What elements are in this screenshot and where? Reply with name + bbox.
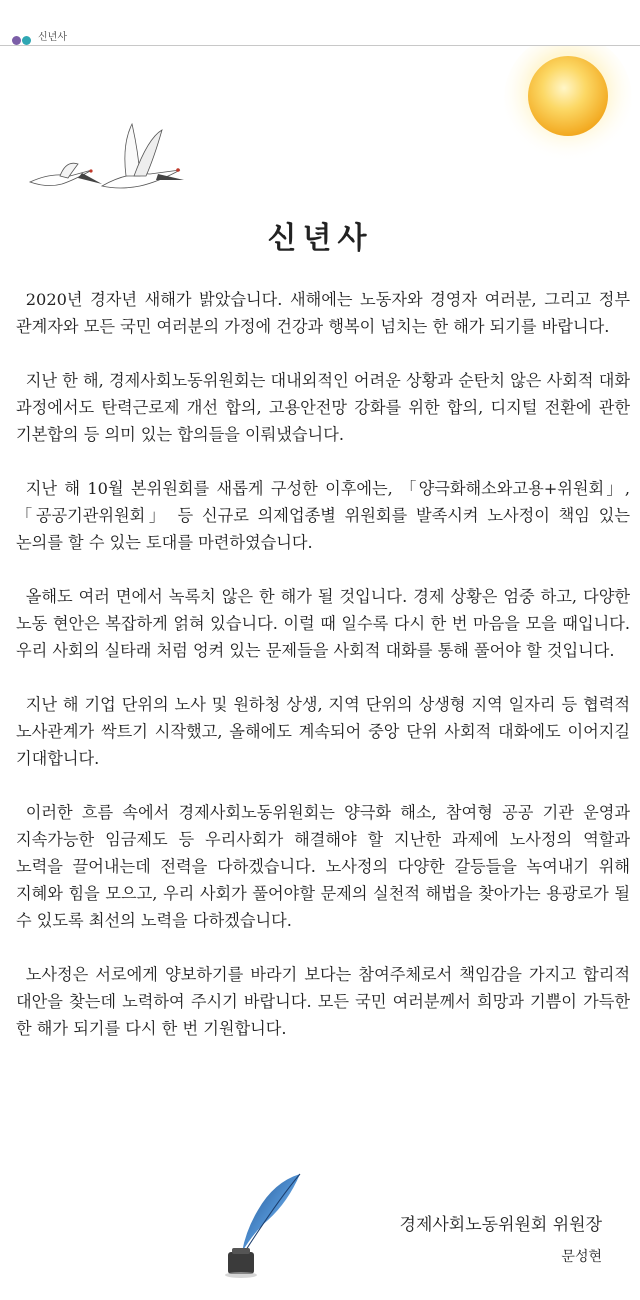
paragraph: 올해도 여러 면에서 녹록치 않은 한 해가 될 것입니다. 경제 상황은 엄중 하고, 다양한 노동 현안은 복잡하게 얽혀 있습니다. 이럴 때 일수록 다시 한 번 마음을 모을 때입니다. 우리 사회의 실타래 처럼 엉켜 있는 문제들을 사회적 대화를 통해 풀어야 할 것입니다. [16,587,630,660]
paragraph: 노사정은 서로에게 양보하기를 바라기 보다는 참여주체로서 책임감을 가지고 합리적 대안을 찾는데 노력하여 주시기 바랍니다. 모든 국민 여러분께서 희망과 기쁨이 가득한 한 해가 되기를 다시 한 번 기원합니다. [16,965,630,1038]
purple-dot-icon [12,36,21,45]
crane-left [30,163,102,185]
flying-cranes-icon [22,120,192,200]
paragraph: 지난 한 해, 경제사회노동위원회는 대내외적인 어려운 상황과 순탄치 않은 사회적 대화 과정에서도 탄력근로제 개선 합의, 고용안전망 강화를 위한 합의, 디지털 전환에 관한 기본합의 등 의미 있는 합의들을 이뤄냈습니다. [16,371,630,444]
signature-name: 문성현 [561,1249,602,1265]
signature-org-title: 경제사회노동위원회 위원장 [399,1215,602,1235]
paragraph: 2020년 경자년 새해가 밝았습니다. 새해에는 노동자와 경영자 여러분, 그리고 정부 관계자와 모든 국민 여러분의 가정에 건강과 행복이 넘치는 한 해가 되기를 바랍니다. [16,290,630,336]
crane-right [102,124,184,188]
section-dots-icon [12,30,32,49]
sun-icon [502,46,632,166]
section-label: 신년사 [38,32,67,43]
paragraph: 이러한 흐름 속에서 경제사회노동위원회는 양극화 해소, 참여형 공공 기관 운영과 지속가능한 임금제도 등 우리사회가 해결해야 할 지난한 과제에 노사정의 역할과 노력을 끌어내는데 전력을 다하겠습니다. 노사정의 다양한 갈등들을 녹여내기 위해 지혜와 힘을 모으고, 우리 사회가 풀어야할 문제의 실천적 해법을 찾아가는 용광로가 될 수 있도록 최선의 노력을 다하겠습니다. [16,803,630,930]
page-title: 신년사 [267,221,373,256]
quill-pen-icon [218,1170,308,1280]
paragraph: 지난 해 기업 단위의 노사 및 원하청 상생, 지역 단위의 상생형 지역 일자리 등 협력적 노사관계가 싹트기 시작했고, 올해에도 계속되어 중앙 단위 사회적 대화에도 이어지길 기대합니다. [16,695,630,768]
teal-dot-icon [22,36,31,45]
top-bar [0,0,640,46]
paragraph: 지난 해 10월 본위원회를 새롭게 구성한 이후에는, 「양극화해소와고용+위원회」,「공공기관위원회」 등 신규로 의제업종별 위원회를 발족시켜 노사정이 책임 있는 논의를 할 수 있는 토대를 마련하였습니다. [16,479,630,552]
letter-body [16,286,630,1069]
